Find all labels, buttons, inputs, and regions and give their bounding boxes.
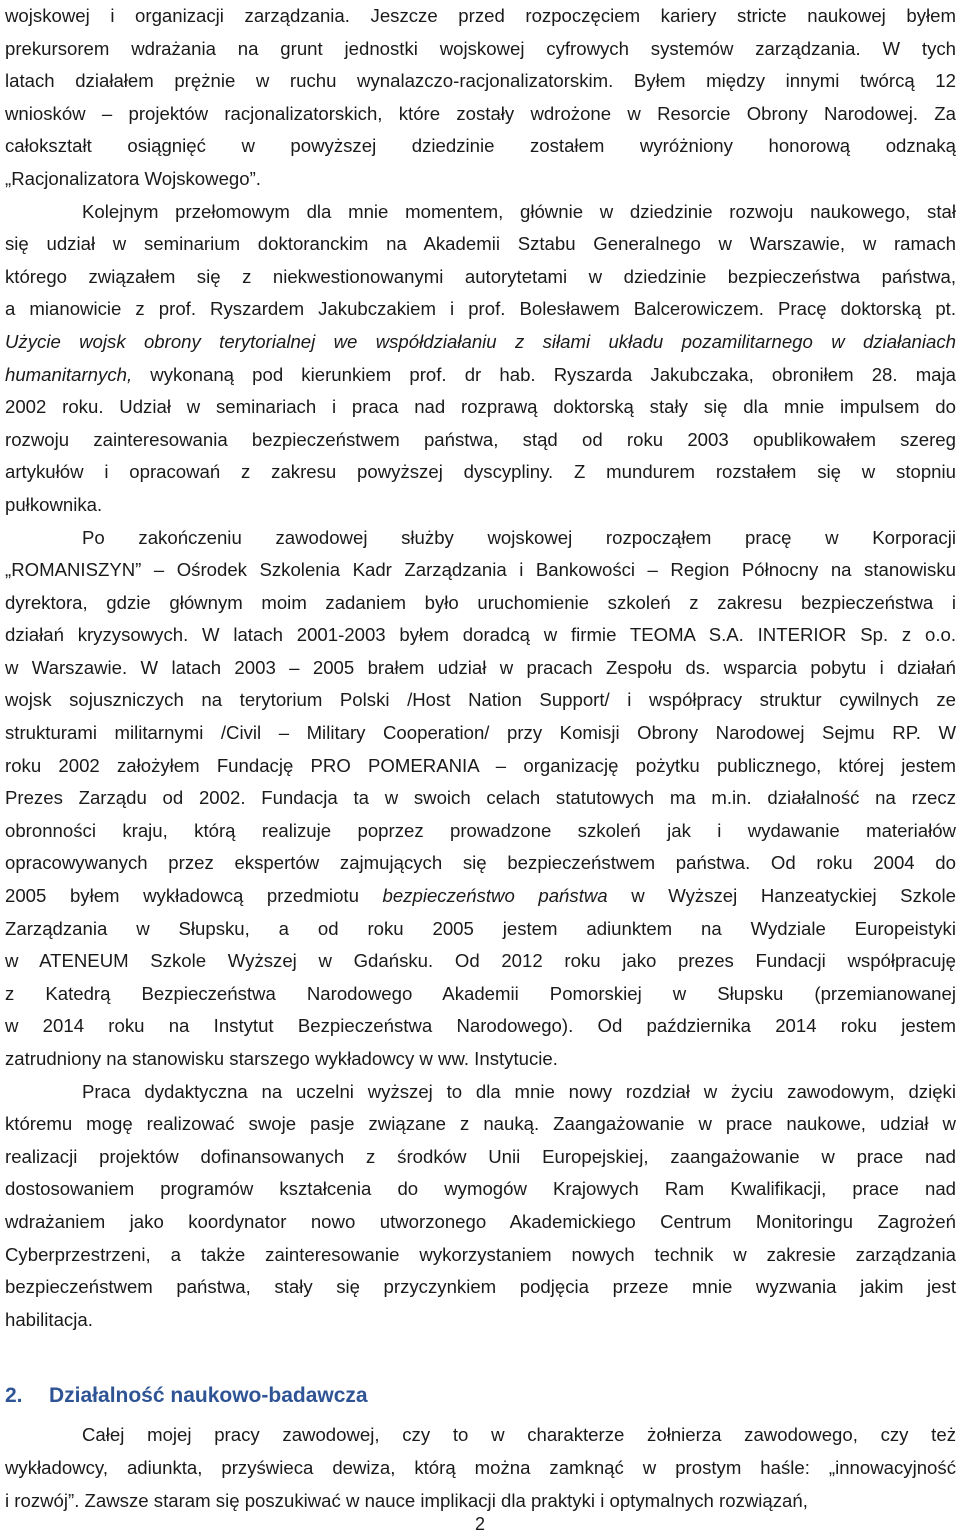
text-segment: Kolejnym przełomowym dla mnie momentem, głównie w dziedzinie rozwoju naukowego, stał [82, 200, 956, 222]
text-line [5, 261, 956, 294]
text-segment: pułkownika. [5, 493, 103, 515]
paragraph [5, 1076, 956, 1337]
section-number: 2. [5, 1384, 23, 1408]
text-line [5, 782, 956, 815]
text-segment: działań kryzysowych. W latach 2001-2003 byłem doradcą w firmie TEOMA S.A. INTERIOR Sp. z o.o. [5, 624, 956, 646]
text-line [5, 652, 956, 685]
text-segment: w 2014 roku na Instytut Bezpieczeństwa Narodowego). Od października 2014 roku jestem [5, 1015, 956, 1037]
text-line [5, 815, 956, 848]
text-segment: 2005 byłem wykładowcą przedmiotu [5, 885, 383, 907]
text-line [5, 1271, 956, 1304]
text-segment: rozwoju zainteresowania bezpieczeństwem państwa, stąd od roku 2003 opublikowałem szereg [5, 428, 956, 450]
text-segment: którego związałem się z niekwestionowanymi autorytetami w dziedzinie bezpieczeństwa państwa, [5, 265, 956, 287]
text-line [5, 65, 956, 98]
paragraph [5, 1419, 956, 1517]
text-line [5, 880, 956, 913]
section-body-text [5, 1419, 956, 1517]
text-line [5, 587, 956, 620]
page-number: 2 [474, 1514, 485, 1534]
paragraph [5, 522, 956, 1076]
text-line [5, 978, 956, 1011]
text-segment: realizacji projektów dofinansowanych z środków Unii Europejskiej, zaangażowanie w prace nad [5, 1145, 956, 1167]
text-line [5, 196, 956, 229]
text-line [5, 1108, 956, 1141]
text-line [5, 554, 956, 587]
text-line [5, 163, 956, 196]
text-line [5, 1043, 956, 1076]
text-segment: obronności kraju, którą realizuje poprzez prowadzone szkoleń jak i wydawanie materiałów [5, 819, 956, 841]
text-line [5, 1304, 956, 1337]
text-segment: wniosków – projektów racjonalizatorskich, które zostały wdrożone w Resorcie Obrony Narodowej. Za [5, 102, 956, 124]
text-line [5, 130, 956, 163]
text-line [5, 98, 956, 131]
text-segment: habilitacja. [5, 1308, 93, 1330]
text-segment: dyrektora, gdzie głównym moim zadaniem było uruchomienie szkoleń z zakresu bezpieczeństwa i [5, 591, 956, 613]
text-segment: Praca dydaktyczna na uczelni wyższej to dla mnie nowy rozdział w życiu zawodowym, dzięki [82, 1080, 956, 1102]
text-line [5, 1239, 956, 1272]
text-line [5, 489, 956, 522]
text-segment: „Racjonalizatora Wojskowego”. [5, 167, 261, 189]
text-line [5, 750, 956, 783]
text-line [5, 1173, 956, 1206]
text-segment: wojsk sojuszniczych na terytorium Polski /Host Nation Support/ i współpracy struktur cywilnych ze [5, 689, 956, 711]
text-line [5, 293, 956, 326]
body-text [5, 0, 956, 1336]
text-line [5, 391, 956, 424]
section-title: Działalność naukowo-badawcza [49, 1384, 368, 1408]
text-line [5, 1141, 956, 1174]
text-line [5, 847, 956, 880]
text-segment: dostosowaniem programów kształcenia do wymogów Krajowych Ram Kwalifikacji, prace nad [5, 1178, 956, 1200]
text-line [5, 1419, 956, 1452]
italic-text: Użycie wojsk obrony terytorialnej we współdziałaniu z siłami układu pozamilitarnego w działaniach [5, 330, 956, 352]
text-line [5, 913, 956, 946]
text-segment: któremu mogę realizować swoje pasje związane z nauką. Zaangażowanie w prace naukowe, udział w [5, 1113, 956, 1135]
text-line [5, 228, 956, 261]
text-segment: opracowywanych przez ekspertów zajmujących się bezpieczeństwem państwa. Od roku 2004 do [5, 852, 956, 874]
text-segment: bezpieczeństwem państwa, stały się przyczynkiem podjęcia przeze mnie wyzwania jakim jest [5, 1276, 956, 1298]
text-line [5, 945, 956, 978]
text-segment: wdrażaniem jako koordynator nowo utworzonego Akademickiego Centrum Monitoringu Zagrożeń [5, 1210, 956, 1232]
text-segment: strukturami militarnymi /Civil – Military Cooperation/ przy Komisji Obrony Narodowej Sejmu RP. W [5, 722, 956, 744]
text-segment: wykonaną pod kierunkiem prof. dr hab. Ryszarda Jakubczaka, obroniłem 28. maja [132, 363, 956, 385]
text-segment: całokształt osiągnięć w powyższej dziedzinie zostałem wyróżniony honorową odznaką [5, 135, 956, 157]
text-line [5, 359, 956, 392]
text-segment: Prezes Zarządu od 2002. Fundacja ta w swoich celach statutowych ma m.in. działalność na rzecz [5, 787, 956, 809]
text-segment: Po zakończeniu zawodowej służby wojskowej rozpocząłem pracę w Korporacji [82, 526, 956, 548]
text-segment: w ATENEUM Szkole Wyższej w Gdańsku. Od 2012 roku jako prezes Fundacji współpracuję [5, 950, 956, 972]
text-line [5, 717, 956, 750]
text-line [5, 684, 956, 717]
text-segment: i rozwój”. Zawsze staram się poszukiwać w nauce implikacji dla praktyki i optymalnych rozwiązań, [5, 1489, 808, 1511]
text-segment: 2002 roku. Udział w seminariach i praca nad rozprawą doktorską stały się dla mnie impulsem do [5, 396, 956, 418]
text-segment: Całej mojej pracy zawodowej, czy to w charakterze żołnierza zawodowego, czy też [82, 1424, 956, 1446]
text-line [5, 1010, 956, 1043]
italic-text: humanitarnych, [5, 363, 133, 385]
text-segment: latach działałem prężnie w ruchu wynalazczo-racjonalizatorskim. Byłem między innymi twórcą 12 [5, 70, 956, 92]
document-page [5, 0, 956, 1517]
text-segment: zatrudniony na stanowisku starszego wykładowcy w ww. Instytucie. [5, 1048, 558, 1069]
text-segment: a mianowicie z prof. Ryszardem Jakubczakiem i prof. Bolesławem Balcerowiczem. Pracę doktorską pt. [5, 298, 956, 320]
text-segment: roku 2002 założyłem Fundację PRO POMERANIA – organizację pożytku publicznego, której jestem [5, 754, 956, 776]
paragraph [5, 196, 956, 522]
text-segment: Cyberprzestrzeni, a także zainteresowanie wykorzystaniem nowych technik w zakresie zarządzania [5, 1243, 956, 1265]
text-segment: prekursorem wdrażania na grunt jednostki wojskowej cyfrowych systemów zarządzania. W tych [5, 37, 956, 59]
text-segment: w Wyższej Hanzeatyckiej Szkole [607, 885, 956, 907]
text-line [5, 0, 956, 33]
text-segment: się udział w seminarium doktoranckim na Akademii Sztabu Generalnego w Warszawie, w ramach [5, 233, 956, 255]
text-line [5, 522, 956, 555]
text-segment: Zarządzania w Słupsku, a od roku 2005 jestem adiunktem na Wydziale Europeistyki [5, 917, 956, 939]
text-segment: w Warszawie. W latach 2003 – 2005 brałem udział w pracach Zespołu ds. wsparcia pobytu i działań [5, 656, 956, 678]
section-heading [5, 1373, 956, 1419]
text-line [5, 619, 956, 652]
text-line [5, 326, 956, 359]
text-line [5, 456, 956, 489]
text-segment: wykładowcy, adiunkta, przyświeca dewiza, którą można zamknąć w prostym haśle: „innowacyjność [5, 1456, 956, 1478]
text-segment: „ROMANISZYN” – Ośrodek Szkolenia Kadr Zarządzania i Bankowości – Region Północny na stanowisku [5, 559, 956, 581]
text-segment: wojskowej i organizacji zarządzania. Jeszcze przed rozpoczęciem kariery stricte naukowej byłem [5, 5, 956, 26]
text-line [5, 424, 956, 457]
text-segment: z Katedrą Bezpieczeństwa Narodowego Akademii Pomorskiej w Słupsku (przemianowanej [5, 982, 956, 1004]
text-line [5, 33, 956, 66]
text-line [5, 1206, 956, 1239]
paragraph [5, 0, 956, 196]
text-segment: artykułów i opracowań z zakresu powyższej dyscypliny. Z mundurem rozstałem się w stopniu [5, 461, 956, 483]
text-line [5, 1452, 956, 1485]
italic-text: bezpieczeństwo państwa [382, 885, 608, 907]
text-line [5, 1076, 956, 1109]
